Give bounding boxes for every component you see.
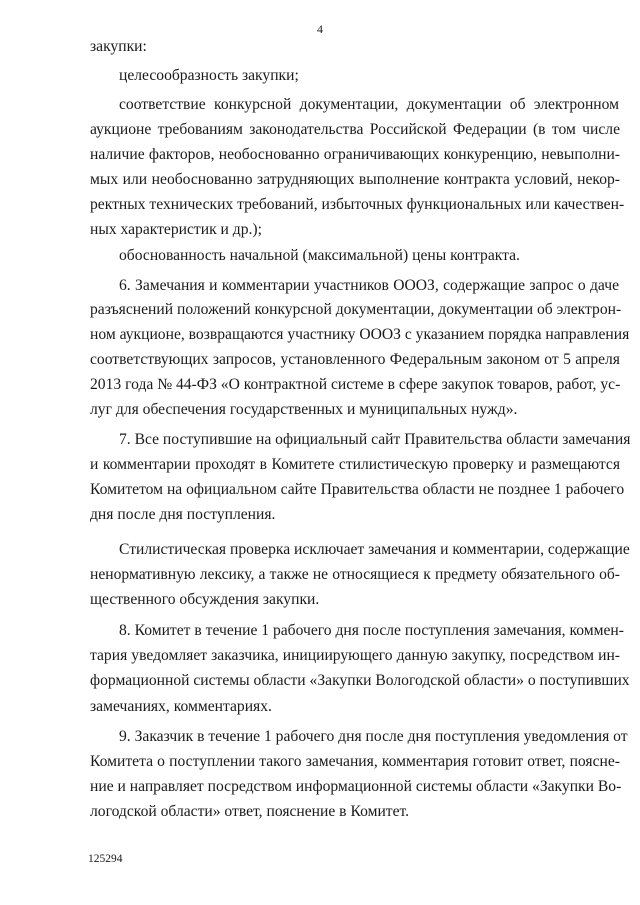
paragraph-line: Комитетом на официальном сайте Правительства области не позднее 1 рабочего <box>90 481 625 498</box>
paragraph-line: 8. Комитет в течение 1 рабочего дня после поступления замечания, коммен- <box>119 622 624 639</box>
paragraph-line: Комитета о поступлении такого замечания, комментария готовит ответ, поясне- <box>90 753 620 770</box>
document-code: 125294 <box>88 853 123 865</box>
paragraph-line: обоснованность начальной (максимальной) цены контракта. <box>119 247 520 264</box>
paragraph-line: 9. Заказчик в течение 1 рабочего дня после дня поступления уведомления от <box>119 728 628 745</box>
paragraph-line: ненормативную лексику, а также не относящиеся к предмету обязательного об- <box>90 566 620 583</box>
paragraph-line: и комментарии проходят в Комитете стилистическую проверку и размещаются <box>90 456 620 473</box>
paragraph-line: аукционе требованиям законодательства Российской Федерации (в том числе <box>90 121 620 138</box>
paragraph-line: закупки: <box>90 38 147 55</box>
paragraph-line: ном аукционе, возвращаются участнику ОООЗ с указанием порядка направления <box>90 326 630 343</box>
paragraph-line: формационной системы области «Закупки Вологодской области» о поступивших <box>90 672 630 689</box>
paragraph-line: щественного обсуждения закупки. <box>90 591 320 608</box>
paragraph-line: целесообразность закупки; <box>119 67 299 84</box>
paragraph-line: ректных технических требований, избыточных функциональных или качествен- <box>90 196 625 213</box>
page-number: 4 <box>317 22 323 36</box>
paragraph-line: ние и направляет посредством информационной системы области «Закупки Во- <box>90 778 622 795</box>
paragraph-line: Стилистическая проверка исключает замечания и комментарии, содержащие <box>119 541 630 558</box>
paragraph-line: замечаниях, комментариях. <box>90 698 272 715</box>
paragraph-line: ных характеристик и др.); <box>90 221 262 238</box>
paragraph-line: луг для обеспечения государственных и муниципальных нужд». <box>90 401 518 418</box>
paragraph-line: логодской области» ответ, пояснение в Комитет. <box>90 803 410 820</box>
paragraph-line: тария уведомляет заказчика, инициирующего данную закупку, посредством ин- <box>90 647 620 664</box>
paragraph-line: соответствие конкурсной документации, документации об электронном <box>119 96 619 113</box>
paragraph-line: наличие факторов, необоснованно ограничивающих конкуренцию, невыполни- <box>90 146 620 163</box>
paragraph-line: разъяснений положений конкурсной документации, документации об электрон- <box>90 301 622 318</box>
paragraph-line: 2013 года № 44-ФЗ «О контрактной системе в сфере закупок товаров, работ, ус- <box>90 376 621 393</box>
paragraph-line: соответствующих запросов, установленного Федеральным законом от 5 апреля <box>90 351 620 368</box>
paragraph-line: 7. Все поступившие на официальный сайт Правительства области замечания <box>119 431 631 448</box>
paragraph-line: мых или необоснованно затрудняющих выполнение контракта условий, некор- <box>90 171 620 188</box>
paragraph-line: дня после дня поступления. <box>90 506 276 523</box>
paragraph-line: 6. Замечания и комментарии участников ОООЗ, содержащие запрос о даче <box>119 277 619 294</box>
